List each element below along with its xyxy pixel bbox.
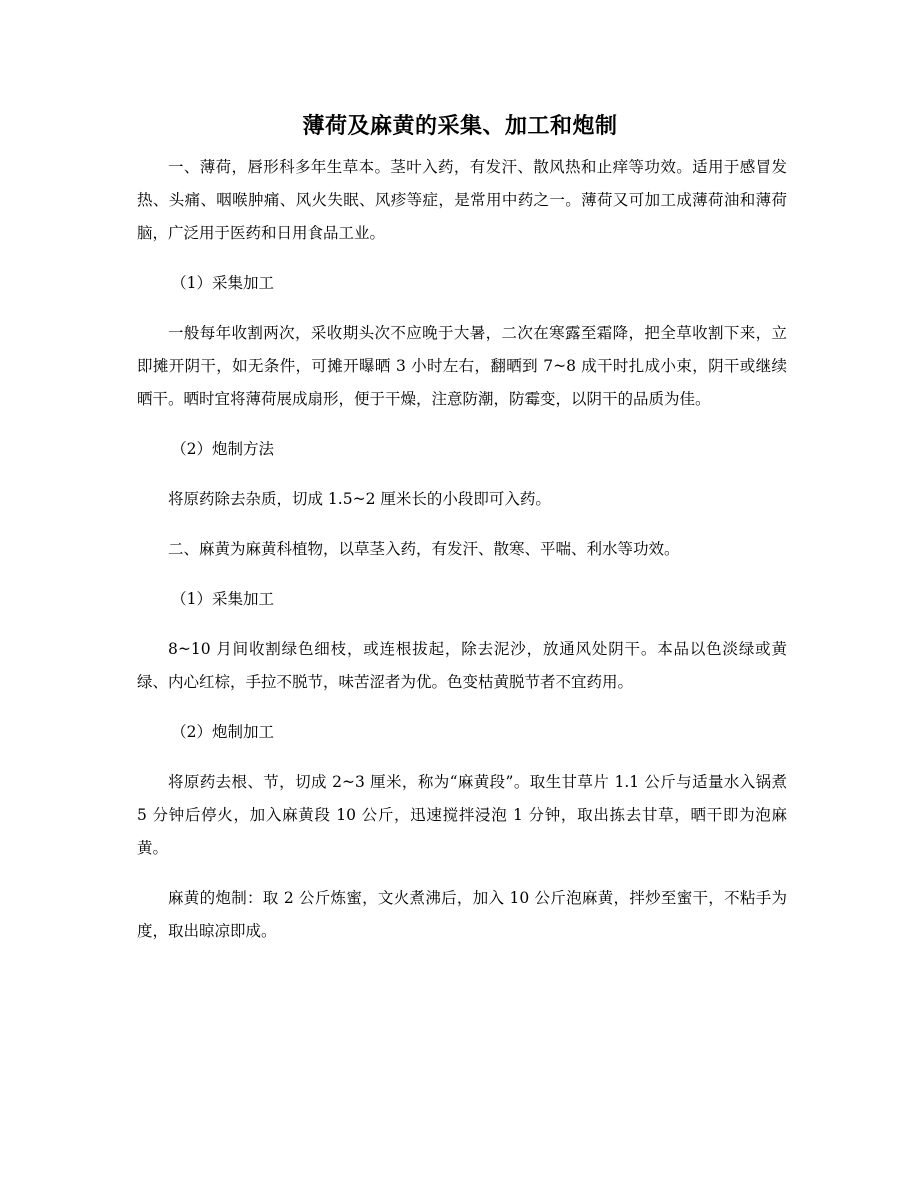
heading-mint-processing: （2）炮制方法 bbox=[171, 440, 274, 458]
document-title: 薄荷及麻黄的采集、加工和炮制 bbox=[302, 113, 618, 139]
heading-mint-collection: （1）采集加工 bbox=[171, 274, 274, 292]
paragraph-mint-collection: 一般每年收割两次，采收期头次不应晚于大暑，二次在寒露至霜降，把全草收割下来，立即摊开阴干，如无条件，可摊开曝晒 3 小时左右，翻晒到 7~8 成干时扎成小束，阴干或继续晒干。晒时宜将薄荷展成扇形，便于干燥，注意防潮，防霉变，以阴干的品质为佳。 bbox=[137, 324, 787, 408]
paragraph-ephedra-processing: 将原药去根、节，切成 2~3 厘米，称为“麻黄段”。取生甘草片 1.1 公斤与适量水入锅煮 5 分钟后停火，加入麻黄段 10 公斤，迅速搅拌浸泡 1 分钟，取出拣去甘草，晒干即为泡麻黄。 bbox=[137, 773, 787, 857]
heading-ephedra-collection: （1）采集加工 bbox=[171, 590, 274, 608]
document-body bbox=[137, 151, 787, 965]
paragraph-ephedra-honey: 麻黄的炮制：取 2 公斤炼蜜，文火煮沸后，加入 10 公斤泡麻黄，拌炒至蜜干，不粘手为度，取出晾凉即成。 bbox=[137, 889, 787, 940]
paragraph-ephedra-collection: 8~10 月间收割绿色细枝，或连根拔起，除去泥沙，放通风处阴干。本品以色淡绿或黄绿、内心红棕，手拉不脱节，味苦涩者为优。色变枯黄脱节者不宜药用。 bbox=[137, 640, 787, 691]
paragraph-mint-processing: 将原药除去杂质，切成 1.5~2 厘米长的小段即可入药。 bbox=[168, 490, 551, 508]
paragraph-mint-intro: 一、薄荷，唇形科多年生草本。茎叶入药，有发汗、散风热和止痒等功效。适用于感冒发热、头痛、咽喉肿痛、风火失眠、风疹等症，是常用中药之一。薄荷又可加工成薄荷油和薄荷脑，广泛用于医药和日用食品工业。 bbox=[137, 158, 787, 242]
heading-ephedra-processing: （2）炮制加工 bbox=[171, 723, 274, 741]
paragraph-ephedra-intro: 二、麻黄为麻黄科植物，以草茎入药，有发汗、散寒、平喘、利水等功效。 bbox=[168, 540, 680, 558]
